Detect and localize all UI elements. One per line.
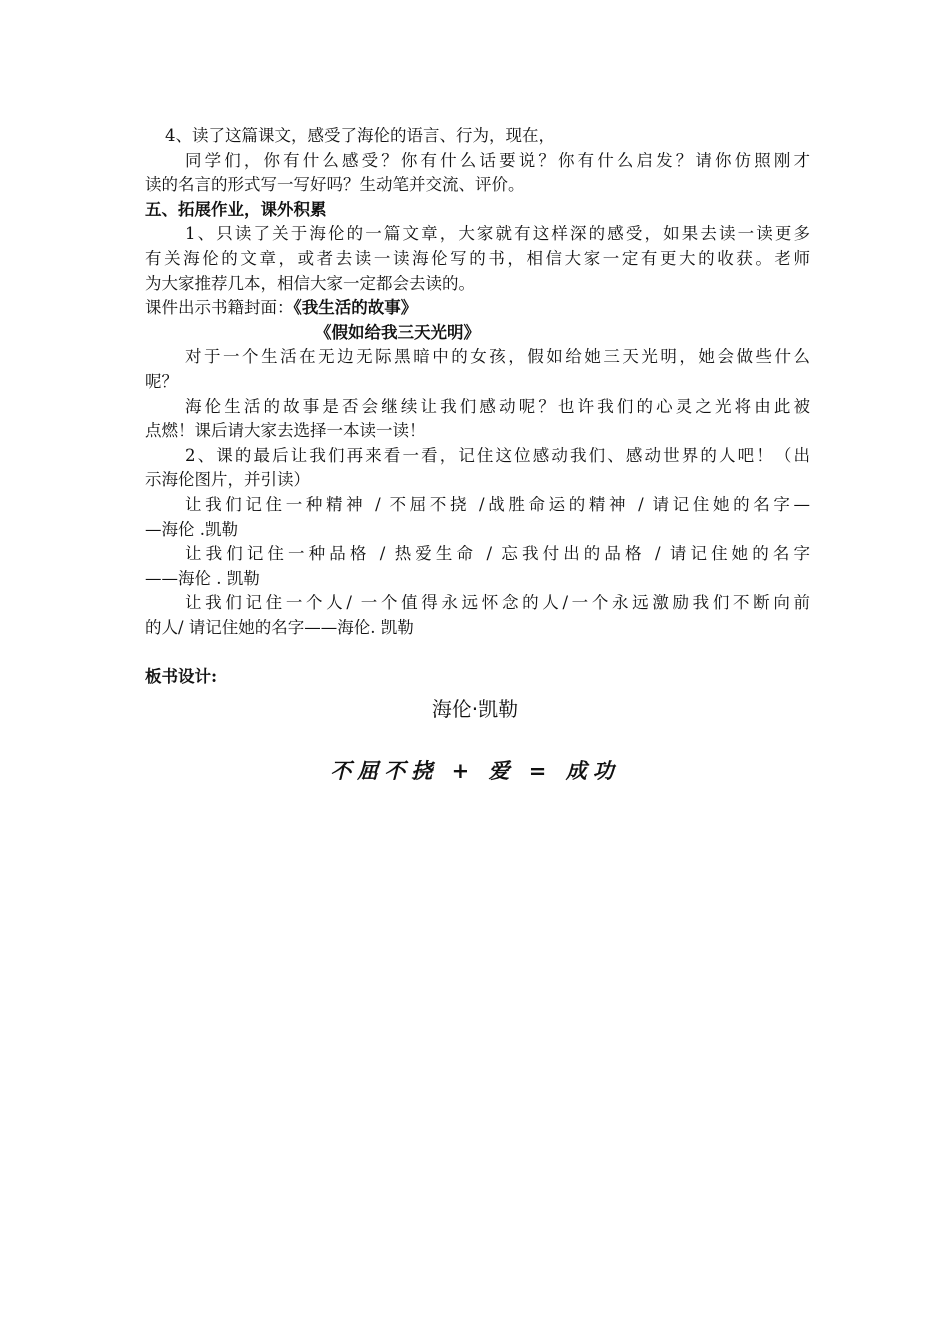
paragraph-line: —海伦 .凯勒 (145, 519, 238, 539)
board-formula: 不屈不挠 + 爱 = 成功 (330, 758, 620, 783)
paragraph-line: 让我们记住一种精神 / 不屈不挠 /战胜命运的精神 / 请记住她的名字— (185, 494, 810, 514)
paragraph-line: 读的名言的形式写一写好吗？生动笔并交流、评价。 (145, 175, 525, 195)
board-design-heading: 板书设计: (145, 667, 218, 687)
paragraph-line: 的人/ 请记住她的名字——海伦. 凯勒 (145, 617, 414, 637)
paragraph-line: 让我们记住一种品格 / 热爱生命 / 忘我付出的品格 / 请记住她的名字 (185, 544, 810, 564)
paragraph-line: 对于一个生活在无边无际黑暗中的女孩，假如给她三天光明，她会做些什么 (185, 347, 810, 367)
board-title: 海伦·凯勒 (431, 697, 519, 721)
paragraph-line: 4、读了这篇课文，感受了海伦的语言、行为，现在， (165, 126, 555, 145)
paragraph-line: 点燃！课后请大家去选择一本读一读！ (145, 421, 426, 441)
blank-line (145, 640, 810, 665)
paragraph-line: 让我们记住一个人/ 一个值得永远怀念的人/一个永远激励我们不断向前 (185, 593, 810, 613)
book-title-2: 《假如给我三天光明》 (315, 322, 480, 342)
paragraph-line: 1、只读了关于海伦的一篇文章，大家就有这样深的感受，如果去读一读更多 (185, 224, 810, 244)
document-body (145, 124, 810, 690)
book-cover-label: 课件出示书籍封面： (145, 298, 294, 318)
paragraph-line: 呢？ (145, 371, 178, 391)
paragraph-line: 为大家推荐几本，相信大家一定都会去读的。 (145, 273, 475, 293)
section-heading: 五、拓展作业，课外积累 (145, 199, 327, 219)
paragraph-line: 同学们，你有什么感受？你有什么话要说？你有什么启发？请你仿照刚才 (185, 150, 810, 170)
paragraph-line: ——海伦 . 凯勒 (145, 568, 260, 588)
book-cover-line (145, 296, 810, 321)
paragraph-line: 示海伦图片，并引读） (145, 470, 310, 490)
paragraph-line: 海伦生活的故事是否会继续让我们感动呢？也许我们的心灵之光将由此被 (185, 396, 810, 416)
paragraph-line: 2、课的最后让我们再来看一看，记住这位感动我们、感动世界的人吧！（出 (185, 445, 810, 465)
paragraph-line: 有关海伦的文章，或者去读一读海伦写的书，相信大家一定有更大的收获。老师 (145, 248, 810, 268)
book-title-1: 《我生活的故事》 (293, 298, 418, 318)
